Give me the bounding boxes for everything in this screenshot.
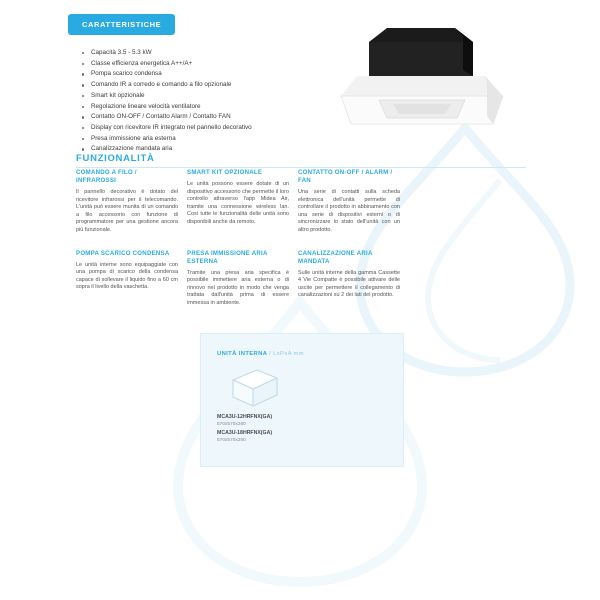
model-dimension-list — [217, 414, 272, 446]
list-item: Contatto ON-OFF / Contatto Alarm / Contatto FAN — [80, 112, 360, 122]
feature-body: Il pannello decorativo è dotato del ricevitore infrarossi per il telecomando. L'unità può essere munita di un comando a filo accessorio con funzione di programmatore per una gestione ancora più funzionale. — [76, 189, 178, 233]
list-item: Canalizzazione mandata aria — [80, 144, 360, 154]
features-list — [80, 48, 360, 155]
feature-title: SMART KIT OPZIONALE — [187, 169, 263, 176]
feature-body: Sulle unità interne della gamma Cassette 4 Vie Compatte è possibile attivare delle uscite per permettere il collegamento di canalizzazioni su 2 dei lati del prodotto. — [298, 269, 400, 299]
list-item: Pompa scarico condensa — [80, 69, 360, 79]
feature-body: Una serie di contatti sulla scheda elettronica dell'unità permette di controllare il prodotto in abbinamento con una serie di dispositivi esterni o di sincronizzare lo stato dell'unità con un altro prodotto. — [298, 189, 400, 233]
list-item: Classe efficienza energetica A++/A+ — [80, 59, 360, 69]
feature-body: Le unità possono essere dotate di un dispositivo accessorio che permette il loro controllo attraverso l'app Midea Air, tramite una connessione wireless lan. Così tutte le funzionalità delle unità sono disponibili anche da remoto. — [187, 181, 289, 225]
feature-block-presa-aria-esterna — [187, 250, 289, 308]
functionality-grid — [76, 169, 528, 308]
model-dimension: 570x570x260 — [217, 438, 246, 443]
feature-title: POMPA SCARICO CONDENSA — [76, 249, 170, 257]
feature-block-spacer-2 — [409, 250, 511, 308]
list-item: Display con ricevitore IR integrato nel pannello decorativo — [80, 123, 360, 133]
feature-title: PRESA IMMISSIONE ARIA ESTERNA — [187, 249, 268, 265]
feature-block-spacer — [409, 169, 511, 235]
cube-dimension-icon — [227, 366, 283, 410]
list-item: Comando IR a corredo e comando a filo opzionale — [80, 80, 360, 90]
feature-body: Le unità interne sono equipaggiate con una pompa di scarico della condensa capace di sollevare il liquido fino a 60 cm sopra il livello della vaschetta. — [76, 261, 178, 291]
page-title: FUNZIONALITÀ — [76, 153, 155, 164]
feature-block-smart-kit — [187, 169, 289, 235]
product-image-cassette-unit — [335, 20, 515, 140]
model-dimension: 570x570x260 — [217, 422, 246, 427]
feature-block-canalizzazione — [298, 250, 400, 308]
feature-block-contatto-on-off — [298, 169, 400, 235]
feature-block-comando-a-filo — [76, 169, 178, 235]
divider — [76, 167, 526, 168]
feature-block-pompa-scarico — [76, 250, 178, 308]
feature-title: CONTATTO ON-OFF / ALARM / FAN — [298, 169, 393, 184]
dimensions-title — [217, 351, 304, 357]
list-item: Presa immissione aria esterna — [80, 134, 360, 144]
list-item: Capacità 3.5 - 5.3 kW — [80, 48, 360, 58]
feature-body: Tramite una presa aria specifica è possibile immettere aria esterna o di rinnovo nel prodotto in modo che venga trattata dall'unità prima di essere immessa in ambiente. — [187, 269, 289, 306]
model-name: MCA3U-12HRFNX(GA) — [217, 414, 273, 420]
internal-unit-dimensions-box — [200, 333, 404, 467]
feature-title: CANALIZZAZIONE ARIA MANDATA — [298, 249, 373, 265]
feature-title: COMANDO A FILO / INFRAROSSI — [76, 169, 137, 184]
dimensions-unit-label: / LxPxA mm — [269, 351, 305, 357]
characteristics-badge: CARATTERISTICHE — [68, 14, 175, 35]
list-item: Smart kit opzionale — [80, 91, 360, 101]
model-name: MCA3U-18HRFNX(GA) — [217, 430, 273, 436]
list-item: Regolazione lineare velocità ventilatore — [80, 102, 360, 112]
dimensions-title-label: UNITÀ INTERNA — [217, 351, 268, 357]
